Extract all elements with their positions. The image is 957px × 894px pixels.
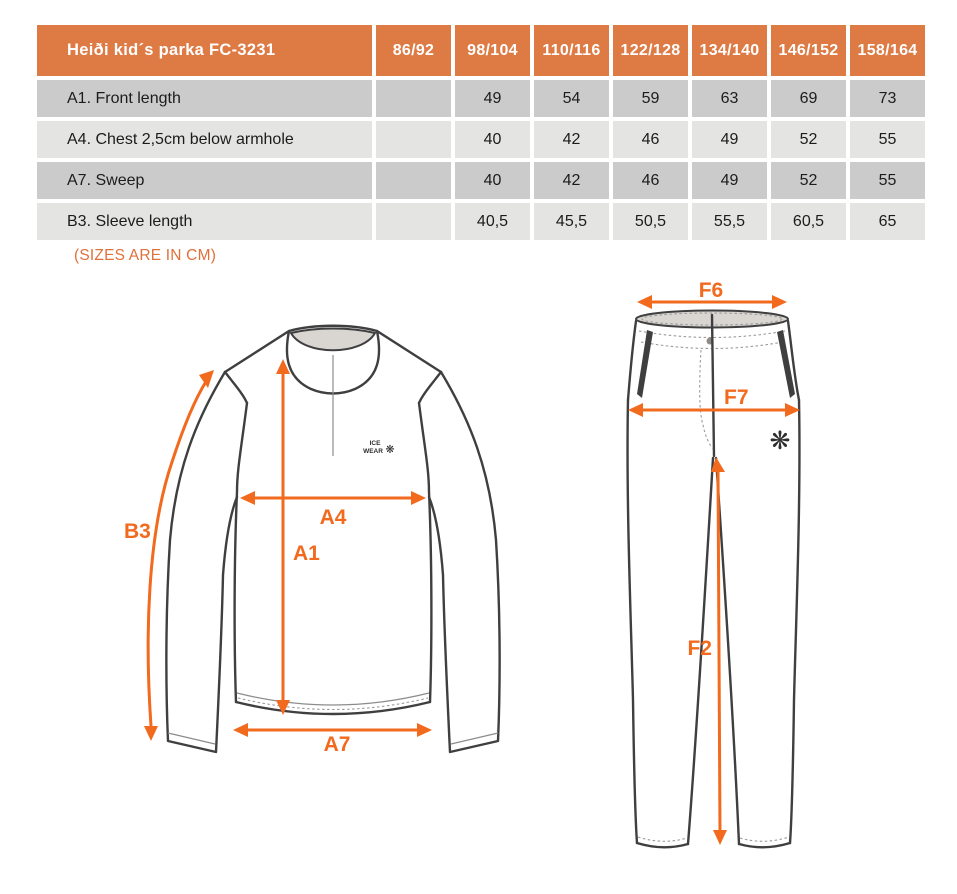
row-label: A4. Chest 2,5cm below armhole	[37, 121, 372, 158]
cell-value: 55,5	[692, 203, 767, 240]
cell-value: 55	[850, 162, 925, 199]
cell-value: 59	[613, 80, 688, 117]
cell-value: 45,5	[534, 203, 609, 240]
cell-value: 40	[455, 162, 530, 199]
icewear-logo-line1: ICE	[369, 440, 381, 447]
cell-value: 52	[771, 121, 846, 158]
sizes-caption: (SIZES ARE IN CM)	[74, 247, 217, 264]
cell-value: 50,5	[613, 203, 688, 240]
pants-right-hem	[739, 843, 790, 847]
row-label: A7. Sweep	[37, 162, 372, 199]
pants-center-front	[712, 315, 714, 456]
cell-value: 40	[455, 121, 530, 158]
sweater-right-shoulder	[377, 331, 441, 372]
a1-arrow	[276, 359, 290, 715]
cell-value: 69	[771, 80, 846, 117]
cell-value: 63	[692, 80, 767, 117]
pants-left-pocket	[637, 330, 653, 398]
cell-value: 65	[850, 203, 925, 240]
sweater-collar-inner	[291, 329, 375, 351]
f2-arrow	[711, 457, 727, 845]
f2-label: F2	[687, 637, 712, 660]
pants-fly-stitch	[700, 350, 713, 449]
pants-right-outer-leg	[790, 400, 799, 843]
cell-value: 46	[613, 121, 688, 158]
column-header-110-116: 110/116	[534, 25, 609, 76]
sweater-left-side	[235, 403, 247, 702]
sweater-left-raglan	[225, 372, 247, 403]
cell-value: 49	[692, 121, 767, 158]
sweater-hem-band	[237, 693, 429, 705]
pants-left-hem-stitch	[638, 837, 687, 841]
cell-value: 42	[534, 162, 609, 199]
row-label: A1. Front length	[37, 80, 372, 117]
sweater-left-shoulder	[225, 331, 289, 372]
pants-left-outer-leg	[628, 400, 637, 843]
cell-value: 46	[613, 162, 688, 199]
f7-label: F7	[724, 386, 749, 409]
sweater-drawing	[124, 326, 500, 756]
b3-label: B3	[124, 520, 151, 543]
size-chart-title: Heiði kid´s parka FC-3231	[37, 25, 372, 76]
sweater-right-sleeve	[429, 372, 500, 752]
cell-value: 40,5	[455, 203, 530, 240]
cell-value: 54	[534, 80, 609, 117]
pants-drawing	[628, 279, 800, 847]
a4-arrow	[240, 491, 426, 505]
snowflake-icon: ❋	[385, 443, 395, 456]
pants-right-hem-stitch	[740, 837, 789, 841]
a1-label: A1	[293, 542, 320, 565]
sweater-right-side	[419, 403, 431, 702]
snowflake-icon: ❋	[769, 426, 791, 455]
cell-value: 73	[850, 80, 925, 117]
cell-value: 55	[850, 121, 925, 158]
a7-label: A7	[323, 733, 351, 756]
cell-value: 42	[534, 121, 609, 158]
b3-arrow	[144, 370, 214, 741]
column-header-98-104: 98/104	[455, 25, 530, 76]
column-header-86-92: 86/92	[376, 25, 451, 76]
column-header-146-152: 146/152	[771, 25, 846, 76]
a4-label: A4	[319, 506, 347, 529]
row-label: B3. Sleeve length	[37, 203, 372, 240]
cell-value: 49	[692, 162, 767, 199]
cell-value: 52	[771, 162, 846, 199]
sweater-right-raglan	[419, 372, 441, 403]
sweater-left-sleeve	[166, 372, 237, 752]
column-header-134-140: 134/140	[692, 25, 767, 76]
sweater-hem	[236, 702, 430, 714]
icewear-logo-line2: WEAR	[363, 448, 383, 455]
cell-value: 60,5	[771, 203, 846, 240]
pants-left-waist	[628, 321, 636, 400]
f6-label: F6	[698, 279, 724, 302]
cell-value: 49	[455, 80, 530, 117]
column-header-158-164: 158/164	[850, 25, 925, 76]
column-header-122-128: 122/128	[613, 25, 688, 76]
pants-left-hem	[637, 843, 688, 847]
